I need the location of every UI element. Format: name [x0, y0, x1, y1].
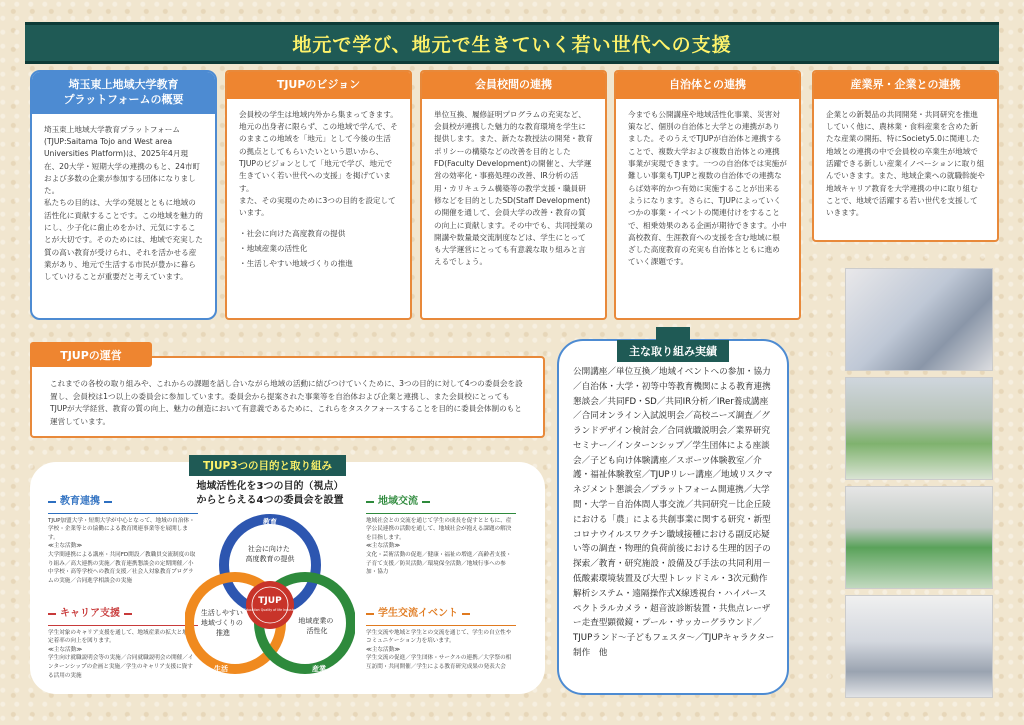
photo-column	[845, 268, 993, 704]
life-text-line: 地域づくりの	[200, 619, 243, 627]
divider	[366, 625, 516, 626]
committee-title-text: 学生交流イベント	[378, 608, 458, 619]
vision-body: 会員校の学生は地域内外から集まってきます。地元の出身者に限らず、この地域で学んで、そのままこの地域を「地元」として今後の生活の拠点としてもらいたいという思いから、TJUPのビジョンとして「地元で学び、地元で生きていく若い世代への支援」を掲げています。 また、その実現のために3つの目的を設定しています。	[239, 109, 398, 218]
banner-title: 地元で学び、地元で生きていく若い世代への支援	[292, 33, 732, 56]
hall-photo	[845, 595, 993, 698]
achievements-box	[557, 339, 789, 695]
vision-card	[225, 70, 412, 320]
committee-career	[48, 606, 198, 680]
industry-body: 企業との新製品の共同開発・共同研究を推進していく他に、農林業・食料産業を含めた新たな産業の開拓、特にSociety5.0に関連した地域との連携の中で会員校の卒業生が地域で活躍できる新しい産業イノベーションに取り組んでいきます。また、地域企業への就職斡旋や地域キャリア教育を大学連携の中に取り組むことで、地域で活躍する若い世代を支援していきます。	[826, 109, 985, 218]
education-text-line: 高度教育の提供	[245, 555, 295, 563]
tjup-purposes-subtitle: 地域活性化を3つの目的（視点） からとらえる4つの委員会を設置	[196, 481, 344, 506]
vision-purpose-list	[239, 228, 398, 271]
life-text-line: 推進	[216, 629, 230, 637]
tjup-seal-subtext: Education Quality of life Industry	[243, 608, 297, 612]
committee-title	[366, 494, 516, 510]
event-photo	[845, 486, 993, 589]
purpose-item: ・ 生活しやすい地域づくりの推進	[239, 258, 398, 270]
committee-text: TJUP加盟大学・短期大学が中心となって、地域の自治体・学校・企業等との協働による教育関連事業等を展開します。 ≪主な活動≫ 大学間連携による講座・共同FD開設／教職員交流制度の取り組み／高大連携の実施／教育連携懇談会の定期開催／小中学校・高等学校への教育支援／社会人対象教育プログラムの実施／合同進学相談会の実施	[48, 517, 196, 585]
achievements-body: 公開講座／単位互換／地域イベントへの参加・協力／自治体・大学・初等中等教育機関による教育連携懇談会／共同FD・SD／共同IR分析／IRer養成講座／合同オンライン入試説明会／高校ニーズ調査／グランドデザイン検討会／合同就職説明会／業界研究セミナー／インターンシップ／学生団体による座談会／子ども向け体験講座／スポーツ体験教室／介護・福祉体験教室／TJUPリレー講座／地域リスクマネジメント懇談会／プラットフォーム開連携／大学間・大学－自治体間人事交流／共同研究－比企丘陵における「農」による共創事業に関する研究・新型コロナウイルスワクチン職域接種における副反応疑い等の調査・物理的負荷前後における生理的因子の探索／教育・研究施設・設備及び手法の共同利用－低酸素環境装置及び大型トレッドミル・3次元動作解析システム・遠隔操作式X線透視台・ハイパースペクトラルカメラ・超音波診断装置・共焦点レーザー走査型顕微鏡・プール・サッカーグラウンド／TJUPランド～子どもフェスタ～／TJUPキャラクター制作 他	[573, 367, 775, 658]
divider	[366, 513, 516, 514]
committee-title-text: 地域交流	[378, 496, 418, 507]
overview-heading: 埼玉東上地域大学教育 プラットフォームの概要	[32, 72, 215, 114]
life-text-line: 生活しやすい	[200, 609, 243, 617]
classroom-photo	[845, 268, 993, 371]
municipality-heading: 自治体との連携	[616, 72, 799, 99]
tjup-seal-text: TJUP	[258, 596, 282, 606]
life-label: 生活	[214, 665, 228, 673]
committee-text: 地域社会との交流を通じて学生の成長を促すとともに、産学公民連携の活動を通して、地域社会が抱える課題の解決を目指します。 ≪主な活動≫ 文化・芸術活動の促進／健康・福祉の増進／高齢者支援・子育て支援／防災活動／環境保全活動／地域行事への参加・協力	[366, 517, 512, 576]
committee-title	[48, 494, 198, 510]
sports-photo	[845, 377, 993, 480]
committee-title-text: キャリア支援	[60, 608, 120, 619]
divider	[48, 625, 198, 626]
industry-text-line: 活性化	[306, 627, 328, 635]
education-text	[246, 544, 296, 563]
tjup-purposes-heading: TJUP3つの目的と取り組み	[189, 455, 346, 476]
committee-student-events	[366, 606, 516, 672]
operations-box	[30, 356, 545, 438]
committee-community	[366, 494, 516, 577]
purpose-item: ・ 社会に向けた高度教育の提供	[239, 228, 398, 240]
municipality-body: 今までも公開講座や地域活性化事業、災害対策など、個別の自治体と大学との連携がありました。そのうえでTJUPが自治体と連携することで、複数大学および複数自治体との連携事業が実現できます。一つの自治体では実施が難しい事業もTJUPと複数の自治体での連携ならば効率的かつ有効に実施することが出来るようになります。さらに、TJUPによっていくつかの事業・イベントの関連付けをすることで、相乗効果のある企画が期待できます。小中高校教育、生涯教育への支援を含む地域に根ざした高度教育の充実も自治体とともに進めていく課題です。	[628, 109, 787, 267]
purpose-item: ・ 地域産業の活性化	[239, 243, 398, 255]
industry-text-line: 地域産業の	[298, 617, 334, 625]
industry-text	[298, 616, 335, 635]
industry-heading: 産業界・企業との連携	[814, 72, 997, 99]
committee-title	[48, 606, 198, 622]
education-text-line: 社会に向けた	[247, 545, 290, 553]
committee-text: 学生交流や地域と学生との交流を通じて、学生の自立性やコミュニケーション力を培います。 ≪主な活動≫ 学生交流の促進／学生団体・サークルの連携／大学祭の相互訪問・共同開催／学生による教育研究成果の発表大会	[366, 629, 512, 671]
life-text	[201, 608, 245, 637]
purposes-venn-diagram	[185, 505, 355, 685]
committee-education	[48, 494, 198, 586]
committee-text: 学生対象のキャリア支援を通して、地域産業の拡大と地元定着率の向上を図ります。 ≪主な活動≫ 学生向け就職説明会等の実施／合同就職説明会の開催／インターンシップの企画と実施／学生のキャリア支援に資する活用の実施	[48, 629, 194, 679]
operations-heading: TJUPの運営	[30, 342, 152, 367]
achievements-heading: 主な取り組み実績	[617, 340, 729, 362]
vision-body-wrap	[227, 99, 410, 284]
divider	[48, 513, 198, 514]
industry-label: 産業	[312, 665, 326, 673]
member-schools-card	[420, 70, 607, 320]
committee-title	[366, 606, 516, 622]
operations-body: これまでの各校の取り組みや、これからの課題を話し合いながら地域の活動に結びつけていくために、3つの目的に対して4つの委員会を設置し、会員校は1つ以上の委員会に参加しています。委員会から提案された事業等を自治体および企業と連携し、また会員校にとってもTJUPが大学経営、教育の質の向上、魅力の創造において有意義であるために、これらをタスクフォースすることを目的に委員会体制のもと運営しています。	[50, 379, 523, 426]
overview-body: 埼玉東上地域大学教育プラットフォーム(TJUP:Saitama Tojo and West area Universities Platform)は、2025年4月現在、20大学・短期大学の連携のもと、24市町および多数の企業が参加する団体になりました。 私たちの目的は、大学の発展とともに地域の活性化に貢献することです。この地域を魅力的にし、少子化に歯止めをかけ、元気にすることが大切です。そのためには、地域で充実した質の高い教育が受けられ、それを活かせる産業があり、地元で生活する市民が豊かに暮らしていけることが重要だと考えています。	[44, 124, 203, 282]
industry-card	[812, 70, 999, 242]
overview-card	[30, 70, 217, 320]
member-schools-body: 単位互換、履修証明プログラムの充実など、会員校が連携した魅力的な教育環境を学生に提供します。また、新たな教授法の開発・教育ポリシーの構築などの改善を目的としたFD(Faculty Development)の開催と、大学運営の効率化・事務処理の改善、IR分析の活用・カリキュラム構築等の教学支援・職員研修などを目的としたSD(Staff Development)の開催を通して、会員大学の改善・教育の質の向上に貢献します。その中でも、共同授業の開講や数量最交流制度などは、学生にとっても大学運営にとっても有意義な取り組みと言えるでしょう。	[434, 109, 593, 267]
achievements-tab-notch	[656, 327, 690, 340]
committee-title-text: 教育連携	[60, 496, 100, 507]
education-label: 教育	[263, 518, 277, 526]
vision-heading: TJUPのビジョン	[227, 72, 410, 99]
member-schools-heading: 会員校間の連携	[422, 72, 605, 99]
municipality-card	[614, 70, 801, 320]
page-banner	[25, 22, 999, 64]
